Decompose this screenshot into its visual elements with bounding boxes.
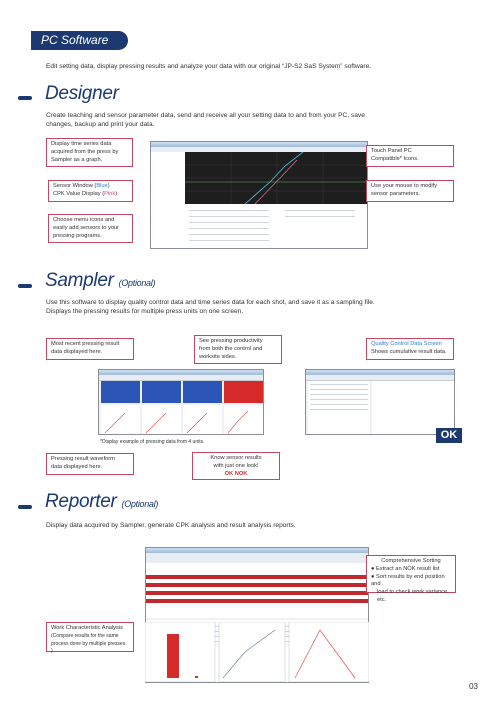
- reporter-desc: Display data acquired by Sampler, generate CPK analysis and result analysis reports.: [46, 522, 296, 529]
- designer-desc-line1: Create teaching and sensor parameter data, send and receive all your setting data to and from your PC, save: [46, 112, 365, 119]
- designer-graph: [185, 152, 368, 204]
- designer-desc: [46, 111, 365, 129]
- designer-title: Designer: [45, 83, 119, 104]
- reporter-title: Reporter (Optional): [45, 491, 159, 512]
- callout-productivity: See pressing productivity from both the control and worksite sides.: [194, 335, 282, 364]
- callout-sensor-window: Sensor Window (Blue) CPK Value Display (Pink): [48, 180, 133, 202]
- sampler-title: Sampler (Optional): [45, 270, 156, 291]
- callout-menu: Choose menu icons and easily add sensors to your pressing programs.: [48, 214, 133, 243]
- designer-dash: [18, 96, 32, 100]
- sampler-note: *Display example of pressing data from 4 units.: [100, 439, 205, 445]
- callout-sorting: Comprehensive Sorting ● Extract an NOK result list ● Sort results by end position and load to check work variance, etc.: [366, 555, 456, 593]
- sampler-dash: [18, 284, 32, 288]
- ok-badge: OK: [436, 428, 462, 443]
- sampler-units-graphs: [101, 405, 263, 435]
- page-number: 03: [469, 682, 478, 691]
- designer-screenshot: [150, 141, 368, 249]
- callout-work: Work Characteristic Analysis (Compare results for the same process done by multiple presses. ): [46, 622, 134, 652]
- intro-text: Edit setting data, display pressing results and analyze your data with our original “JP-S2 SaS System” software.: [46, 63, 372, 70]
- callout-know: Know sensor results with just one look! OK NOK: [192, 452, 280, 480]
- reporter-graphs: [145, 622, 369, 682]
- callout-timeseries: Display time series data acquired from the press by Sampler as a graph.: [46, 138, 133, 167]
- sampler-desc: Use this software to display quality control data and time series data for each shot, and save it as a sampling file. Displays the pressing results for multiple press units on one screen.: [46, 299, 375, 315]
- sampler-screenshot-units: [98, 369, 264, 435]
- section-badge: PC Software: [31, 31, 128, 50]
- callout-mouse: Use your mouse to modify sensor parameters.: [366, 180, 454, 202]
- designer-desc-line2: changes, backup and print your data.: [46, 121, 155, 128]
- callout-waveform: Pressing result waveform data displayed here.: [46, 453, 134, 475]
- callout-recent: Most recent pressing result data displayed here.: [46, 338, 134, 360]
- sampler-screenshot-qc: [305, 369, 455, 435]
- callout-touch: Touch Panel PC Compatible* Icons.: [366, 145, 454, 167]
- reporter-dash: [18, 505, 32, 509]
- callout-qc: Quality Control Data Screen Shows cumulative result data.: [366, 338, 454, 360]
